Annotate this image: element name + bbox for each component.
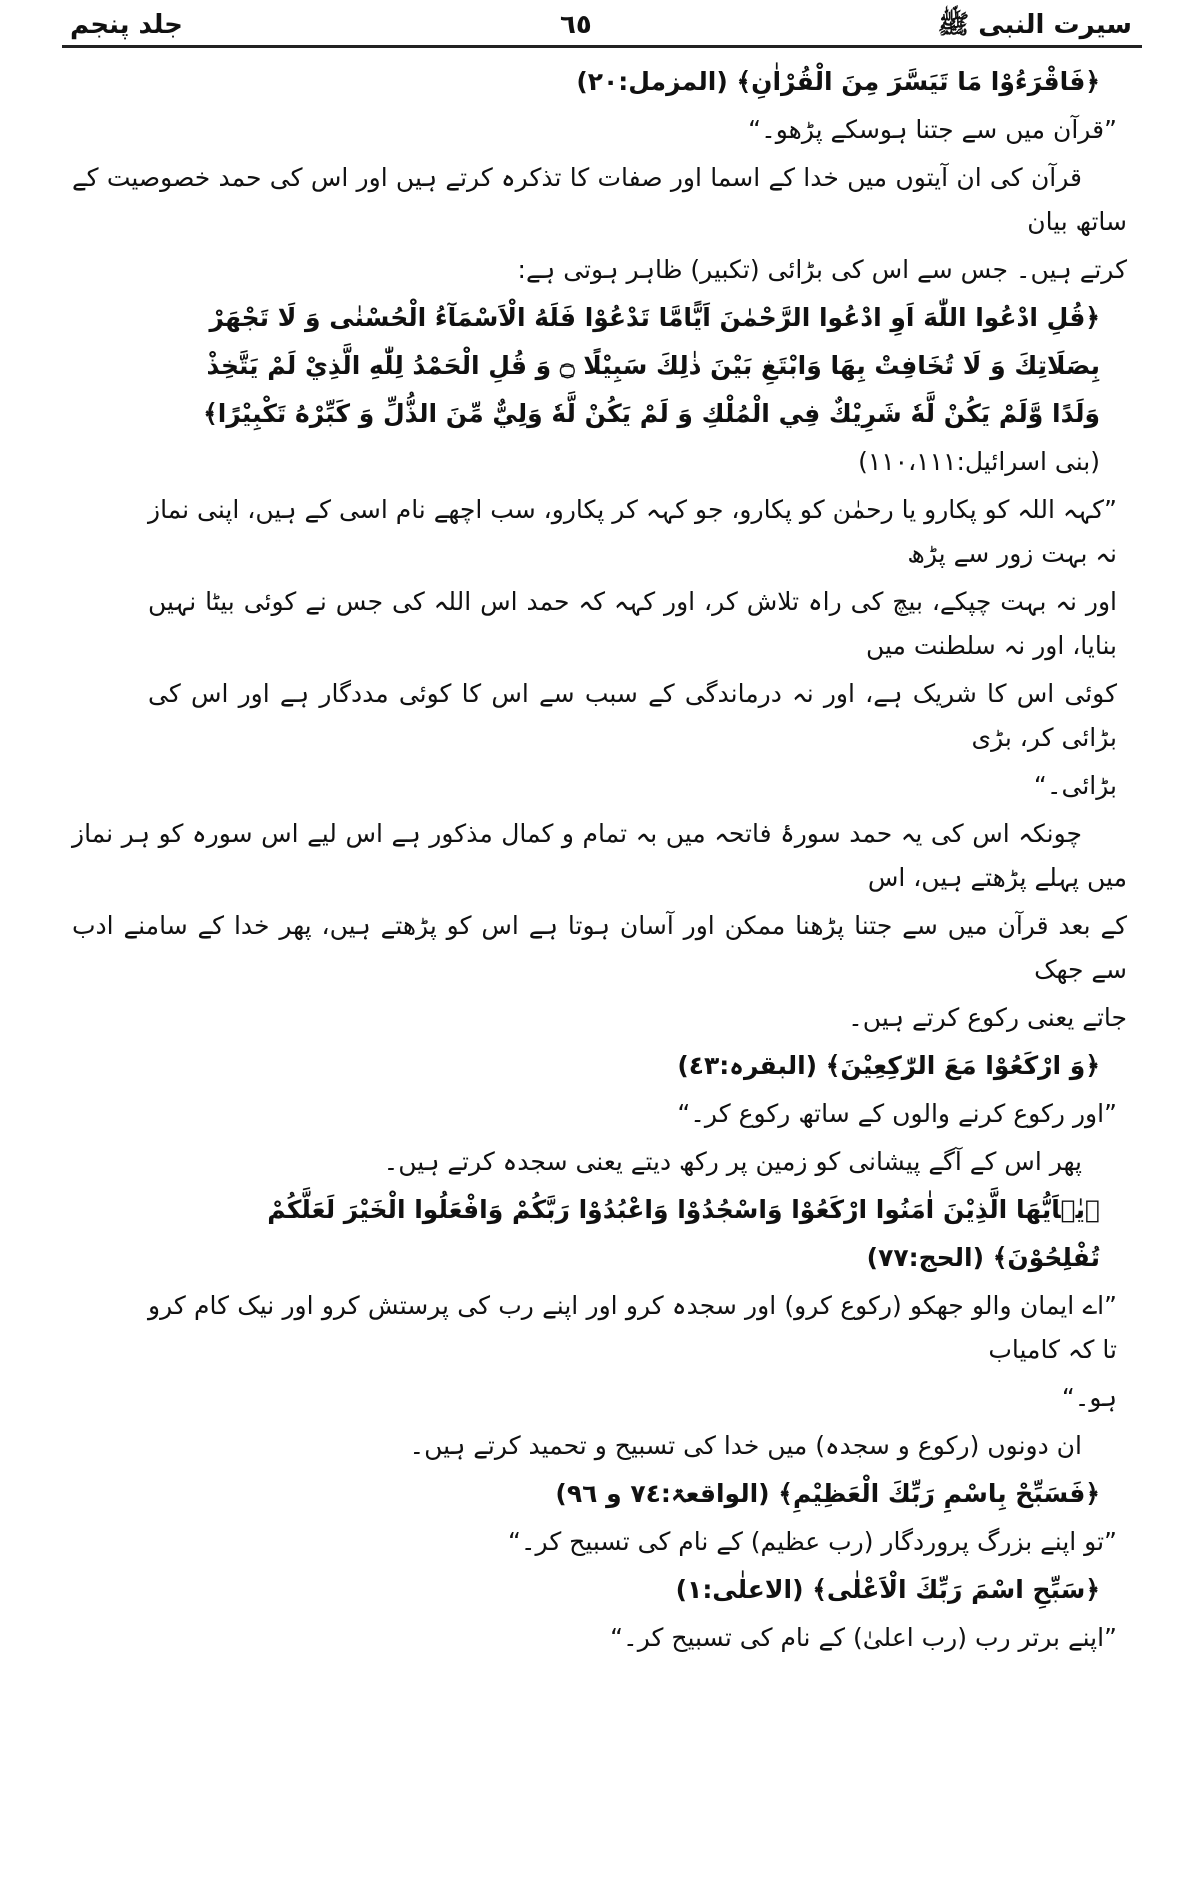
translation-line: ”قرآن میں سے جتنا ہوسکے پڑھو۔“	[748, 115, 1117, 144]
translation-line: اور نہ بہت چپکے، بیچ کی راہ تلاش کر، اور کہہ کہ حمد اس اللہ کی جس نے کوئی بیٹا نہیں بنایا، اور نہ سلطنت میں	[148, 587, 1117, 660]
paragraph-line: پھر اس کے آگے پیشانی کو زمین پر رکھ دیتے یعنی سجدہ کرتے ہیں۔	[383, 1147, 1082, 1176]
translation-line: ”اپنے برتر رب (رب اعلیٰ) کے نام کی تسبیح کر۔“	[610, 1623, 1117, 1652]
quran-verse-line: وَلَدًا وَّلَمْ يَكُنْ لَّهٗ شَرِيْكٌ فِي الْمُلْكِ وَ لَمْ يَكُنْ لَّهٗ وَلِيٌّ مِّنَ الذُّلِّ وَ كَبِّرْهُ تَكْبِيْرًا﴾	[203, 399, 1100, 428]
page-header	[0, 0, 1192, 52]
quran-verse-line: ﴿فَاقْرَءُوْا مَا تَيَسَّرَ مِنَ الْقُرْاٰنِ﴾ (المزمل:٢٠)	[576, 67, 1100, 96]
translation-line: ہو۔“	[1061, 1383, 1117, 1412]
translation-line: ”اور رکوع کرنے والوں کے ساتھ رکوع کر۔“	[677, 1099, 1117, 1128]
header-rule	[62, 45, 1142, 48]
quran-verse-line: ﴿فَسَبِّحْ بِاسْمِ رَبِّكَ الْعَظِيْمِ﴾ (الواقعۃ:٧٤ و ٩٦)	[555, 1479, 1100, 1508]
volume-label: جلد پنجم	[70, 10, 183, 40]
quran-verse-line: تُفْلِحُوْنَ﴾ (الحج:٧٧)	[866, 1243, 1100, 1272]
paragraph-line: جاتے یعنی رکوع کرتے ہیں۔	[848, 1003, 1127, 1032]
book-title: سیرت النبی ﷺ	[937, 10, 1132, 40]
quran-verse-line: بِصَلَاتِكَ وَ لَا تُخَافِتْ بِهَا وَابْتَغِ بَيْنَ ذٰلِكَ سَبِيْلًا ۝ وَ قُلِ الْحَمْدُ لِلّٰهِ الَّذِيْ لَمْ يَتَّخِذْ	[206, 351, 1100, 380]
translation-line: ”اے ایمان والو جھکو (رکوع کرو) اور سجدہ کرو اور اپنے رب کی پرستش کرو اور نیک کام کرو تا کہ کامیاب	[148, 1291, 1117, 1364]
translation-line: ”تو اپنے بزرگ پروردگار (رب عظیم) کے نام کی تسبیح کر۔“	[507, 1527, 1117, 1556]
quran-verse-line: ﴿قُلِ ادْعُوا اللّٰهَ اَوِ ادْعُوا الرَّحْمٰنَ اَيًّامَّا تَدْعُوْا فَلَهُ الْاَسْمَآءُ الْحُسْنٰى وَ لَا تَجْهَرْ	[209, 303, 1100, 332]
paragraph-line: چونکہ اس کی یہ حمد سورۂ فاتحہ میں بہ تمام و کمال مذکور ہے اس لیے اس سورہ کو ہر نماز میں پہلے پڑھتے ہیں، اس	[72, 819, 1127, 892]
quran-verse-line: ﴿سَبِّحِ اسْمَ رَبِّكَ الْاَعْلٰى﴾ (الاعلٰی:١)	[675, 1575, 1100, 1604]
paragraph-line: کرتے ہیں۔ جس سے اس کی بڑائی (تکبیر) ظاہر ہوتی ہے:	[517, 255, 1127, 284]
quran-verse-line: ﴿وَ ارْكَعُوْا مَعَ الرّٰكِعِيْنَ﴾ (البقرہ:٤٣)	[677, 1051, 1100, 1080]
paragraph-line: کے بعد قرآن میں سے جتنا پڑھنا ممکن اور آسان ہوتا ہے اس کو پڑھتے ہیں، پھر خدا کے سامنے ادب سے جھک	[72, 911, 1127, 984]
verse-reference: (بنی اسرائیل:١١٠،١١١)	[858, 447, 1100, 476]
quran-verse-line: ﴿يٰۤاَيُّهَا الَّذِيْنَ اٰمَنُوا ارْكَعُوْا وَاسْجُدُوْا وَاعْبُدُوْا رَبَّكُمْ وَافْعَلُوا الْخَيْرَ لَعَلَّكُمْ	[267, 1195, 1100, 1224]
translation-line: ”کہہ اللہ کو پکارو یا رحمٰن کو پکارو، جو کہہ کر پکارو، سب اچھے نام اسی کے ہیں، اپنی نماز نہ بہت زور سے پڑھ	[148, 495, 1117, 568]
paragraph-line: قرآن کی ان آیتوں میں خدا کے اسما اور صفات کا تذکرہ کرتے ہیں اور اس کی حمد خصوصیت کے ساتھ بیان	[72, 163, 1127, 236]
translation-line: بڑائی۔“	[1033, 771, 1117, 800]
page-body	[65, 58, 1127, 1662]
page-number: ٦٥	[560, 10, 592, 40]
paragraph-line: ان دونوں (رکوع و سجدہ) میں خدا کی تسبیح و تحمید کرتے ہیں۔	[409, 1431, 1082, 1460]
translation-line: کوئی اس کا شریک ہے، اور نہ درماندگی کے سبب سے اس کا کوئی مددگار ہے اور اس کی بڑائی کر، بڑی	[148, 679, 1117, 752]
